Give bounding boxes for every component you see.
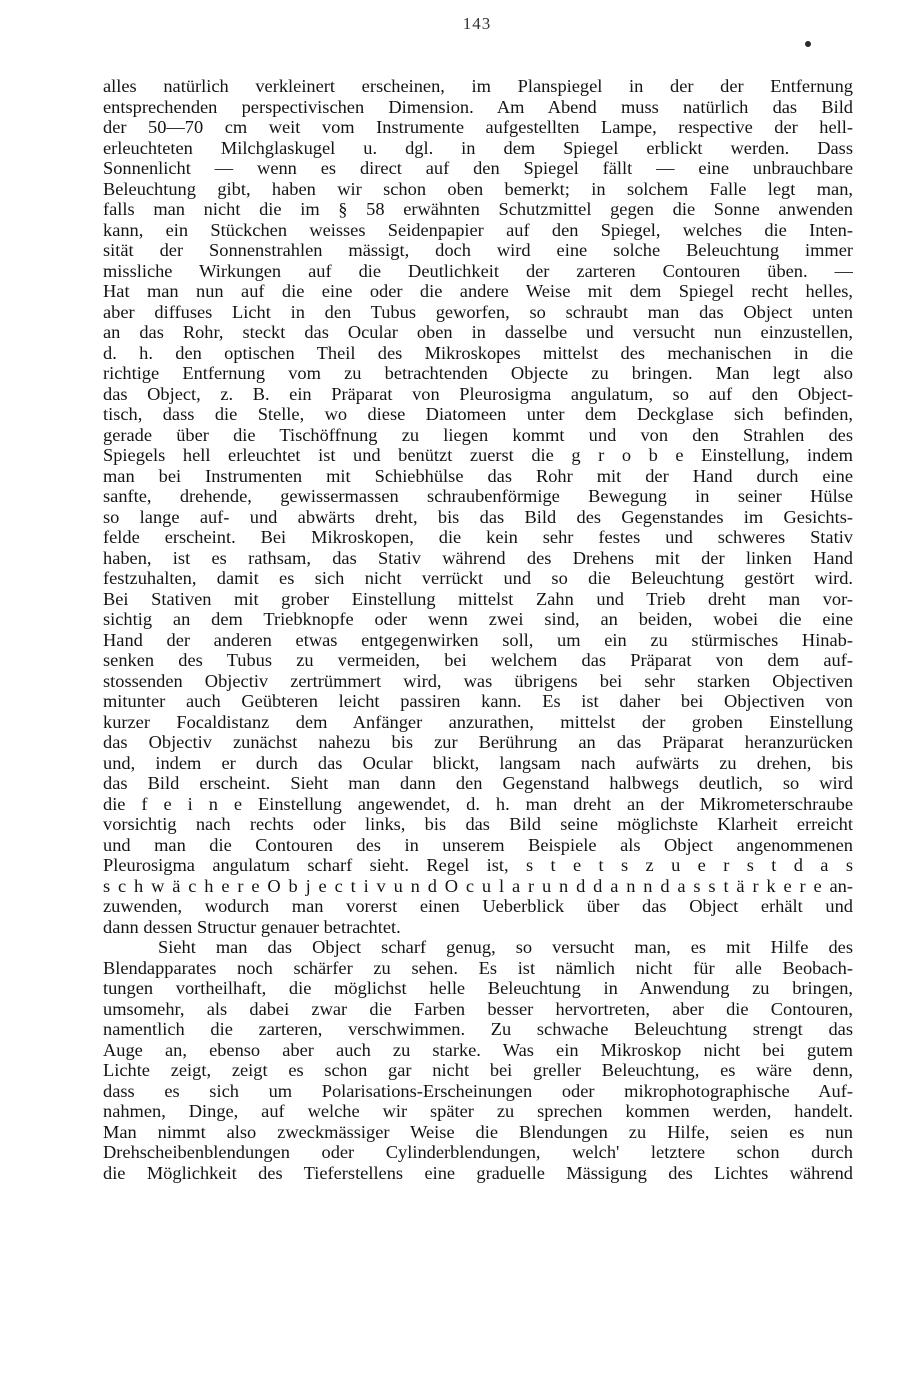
text-line: Beleuchtung gibt, haben wir schon oben bemerkt; in solchem Falle legt man, xyxy=(103,178,853,199)
text-line: Sonnenlicht — wenn es direct auf den Spiegel fällt — eine unbrauchbare xyxy=(103,158,853,178)
text-line: zuwenden, wodurch man vorerst einen Ueberblick über das Object erhält und xyxy=(103,896,853,916)
text-line: aber diffuses Licht in den Tubus geworfen, so schraubt man das Object unten xyxy=(103,301,853,322)
text-line: haben, ist es rathsam, das Stativ während des Drehens mit der linken Hand xyxy=(103,547,853,568)
text-line: alles natürlich verkleinert erscheinen, im Planspiegel in der der Entfernung xyxy=(103,76,853,96)
text-line: Auge an, ebenso aber auch zu starke. Was ein Mikroskop nicht bei gutem xyxy=(103,1039,853,1060)
text-line: kurzer Focaldistanz dem Anfänger anzurathen, mittelst der groben Einstellung xyxy=(103,711,853,732)
text-line: festzuhalten, damit es sich nicht verrückt und so die Beleuchtung gestört wird. xyxy=(103,568,853,588)
text-line: nahmen, Dinge, auf welche wir später zu sprechen kommen werden, handelt. xyxy=(103,1101,853,1121)
text-line: vorsichtig nach rechts oder links, bis das Bild seine möglichste Klarheit erreicht xyxy=(103,814,853,834)
text-line: Spiegels hell erleuchtet ist und benützt zuerst die g r o b e Einstellung, indem xyxy=(103,445,853,465)
text-line: tisch, dass die Stelle, wo diese Diatomeen unter dem Deckglase sich befinden, xyxy=(103,404,853,424)
text-line: dass es sich um Polarisations-Erscheinungen oder mikrophotographische Auf- xyxy=(103,1080,853,1101)
text-line: kann, ein Stückchen weisses Seidenpapier auf den Spiegel, welches die Inten- xyxy=(103,219,853,240)
text-line: Bei Stativen mit grober Einstellung mittelst Zahn und Trieb dreht man vor- xyxy=(103,588,853,609)
text-line: umsomehr, als dabei zwar die Farben besser hervortreten, aber die Contouren, xyxy=(103,998,853,1019)
text-line: stossenden Objectiv zertrümmert wird, was übrigens bei sehr starken Objectiven xyxy=(103,670,853,691)
text-line: der 50—70 cm weit vom Instrumente aufgestellten Lampe, respective der hell- xyxy=(103,117,853,137)
text-line: das Object, z. B. ein Präparat von Pleurosigma angulatum, so auf den Object- xyxy=(103,383,853,404)
text-line: felde erscheint. Bei Mikroskopen, die kein sehr festes und schweres Stativ xyxy=(103,527,853,547)
text-line: sichtig an dem Triebknopfe oder wenn zwei sind, an beiden, wobei die eine xyxy=(103,609,853,629)
text-line: falls man nicht die im § 58 erwähnten Schutzmittel gegen die Sonne anwenden xyxy=(103,199,853,219)
text-line: das Bild erscheint. Sieht man dann den Gegenstand halbwegs deutlich, so wird xyxy=(103,773,853,793)
text-line: erleuchteten Milchglaskugel u. dgl. in dem Spiegel erblickt werden. Dass xyxy=(103,137,853,158)
text-line: an das Rohr, steckt das Ocular oben in dasselbe und versucht nun einzustellen, xyxy=(103,322,853,342)
text-line: das Objectiv zunächst nahezu bis zur Berührung an das Präparat heranzurücken xyxy=(103,732,853,752)
page-number: 143 xyxy=(462,14,492,33)
text-line: sanfte, drehende, gewissermassen schraubenförmige Bewegung in seiner Hülse xyxy=(103,486,853,506)
text-line: die f e i n e Einstellung angewendet, d. h. man dreht an der Mikrometerschraube xyxy=(103,793,853,814)
text-line: tungen vortheilhaft, die möglichst helle Beleuchtung in Anwendung zu bringen, xyxy=(103,978,853,998)
text-line: Lichte zeigt, zeigt es schon gar nicht bei greller Beleuchtung, es wäre denn, xyxy=(103,1060,853,1080)
text-line: senken des Tubus zu vermeiden, bei welchem das Präparat von dem auf- xyxy=(103,650,853,670)
text-line: gerade über die Tischöffnung zu liegen kommt und von den Strahlen des xyxy=(103,424,853,445)
paragraph-end-line: dann dessen Structur genauer betrachtet. xyxy=(103,916,401,937)
text-line: Hand der anderen etwas entgegenwirken soll, um ein zu stürmisches Hinab- xyxy=(103,629,853,650)
body-text xyxy=(103,76,853,1183)
text-line: missliche Wirkungen auf die Deutlichkeit der zarteren Contouren üben. — xyxy=(103,260,853,281)
text-line: so lange auf- und abwärts dreht, bis das Bild des Gegenstandes im Gesichts- xyxy=(103,506,853,527)
text-line: richtige Entfernung vom zu betrachtenden Objecte zu bringen. Man legt also xyxy=(103,363,853,383)
text-line: mitunter auch Geübteren leicht passiren kann. Es ist daher bei Objectiven von xyxy=(103,691,853,711)
text-line: Drehscheibenblendungen oder Cylinderblendungen, welch' letztere schon durch xyxy=(103,1142,853,1162)
text-line: und man die Contouren des in unserem Beispiele als Object angenommenen xyxy=(103,834,853,855)
text-line: s c h w ä c h e r e O b j e c t i v u n d O c u l a r u n d d a n n d a s s t ä r k e r e an- xyxy=(103,875,853,896)
print-speck xyxy=(805,41,811,47)
text-line: Hat man nun auf die eine oder die andere Weise mit dem Spiegel recht helles, xyxy=(103,281,853,301)
text-line: man bei Instrumenten mit Schiebhülse das Rohr mit der Hand durch eine xyxy=(103,465,853,486)
text-line: die Möglichkeit des Tieferstellens eine graduelle Mässigung des Lichtes während xyxy=(103,1162,853,1183)
text-line: sität der Sonnenstrahlen mässigt, doch wird eine solche Beleuchtung immer xyxy=(103,240,853,260)
text-line: Pleurosigma angulatum scharf sieht. Regel ist, s t e t s z u e r s t d a s xyxy=(103,855,853,875)
text-line: und, indem er durch das Ocular blickt, langsam nach aufwärts zu drehen, bis xyxy=(103,752,853,773)
text-line: d. h. den optischen Theil des Mikroskopes mittelst des mechanischen in die xyxy=(103,342,853,363)
paragraph-start-line: Sieht man das Object scharf genug, so versucht man, es mit Hilfe des xyxy=(158,937,853,957)
text-line: Blendapparates noch schärfer zu sehen. Es ist nämlich nicht für alle Beobach- xyxy=(103,957,853,978)
text-line: namentlich die zarteren, verschwimmen. Zu schwache Beleuchtung strengt das xyxy=(103,1019,853,1039)
text-line: Man nimmt also zweckmässiger Weise die Blendungen zu Hilfe, seien es nun xyxy=(103,1121,853,1142)
text-line: entsprechenden perspectivischen Dimension. Am Abend muss natürlich das Bild xyxy=(103,96,853,117)
